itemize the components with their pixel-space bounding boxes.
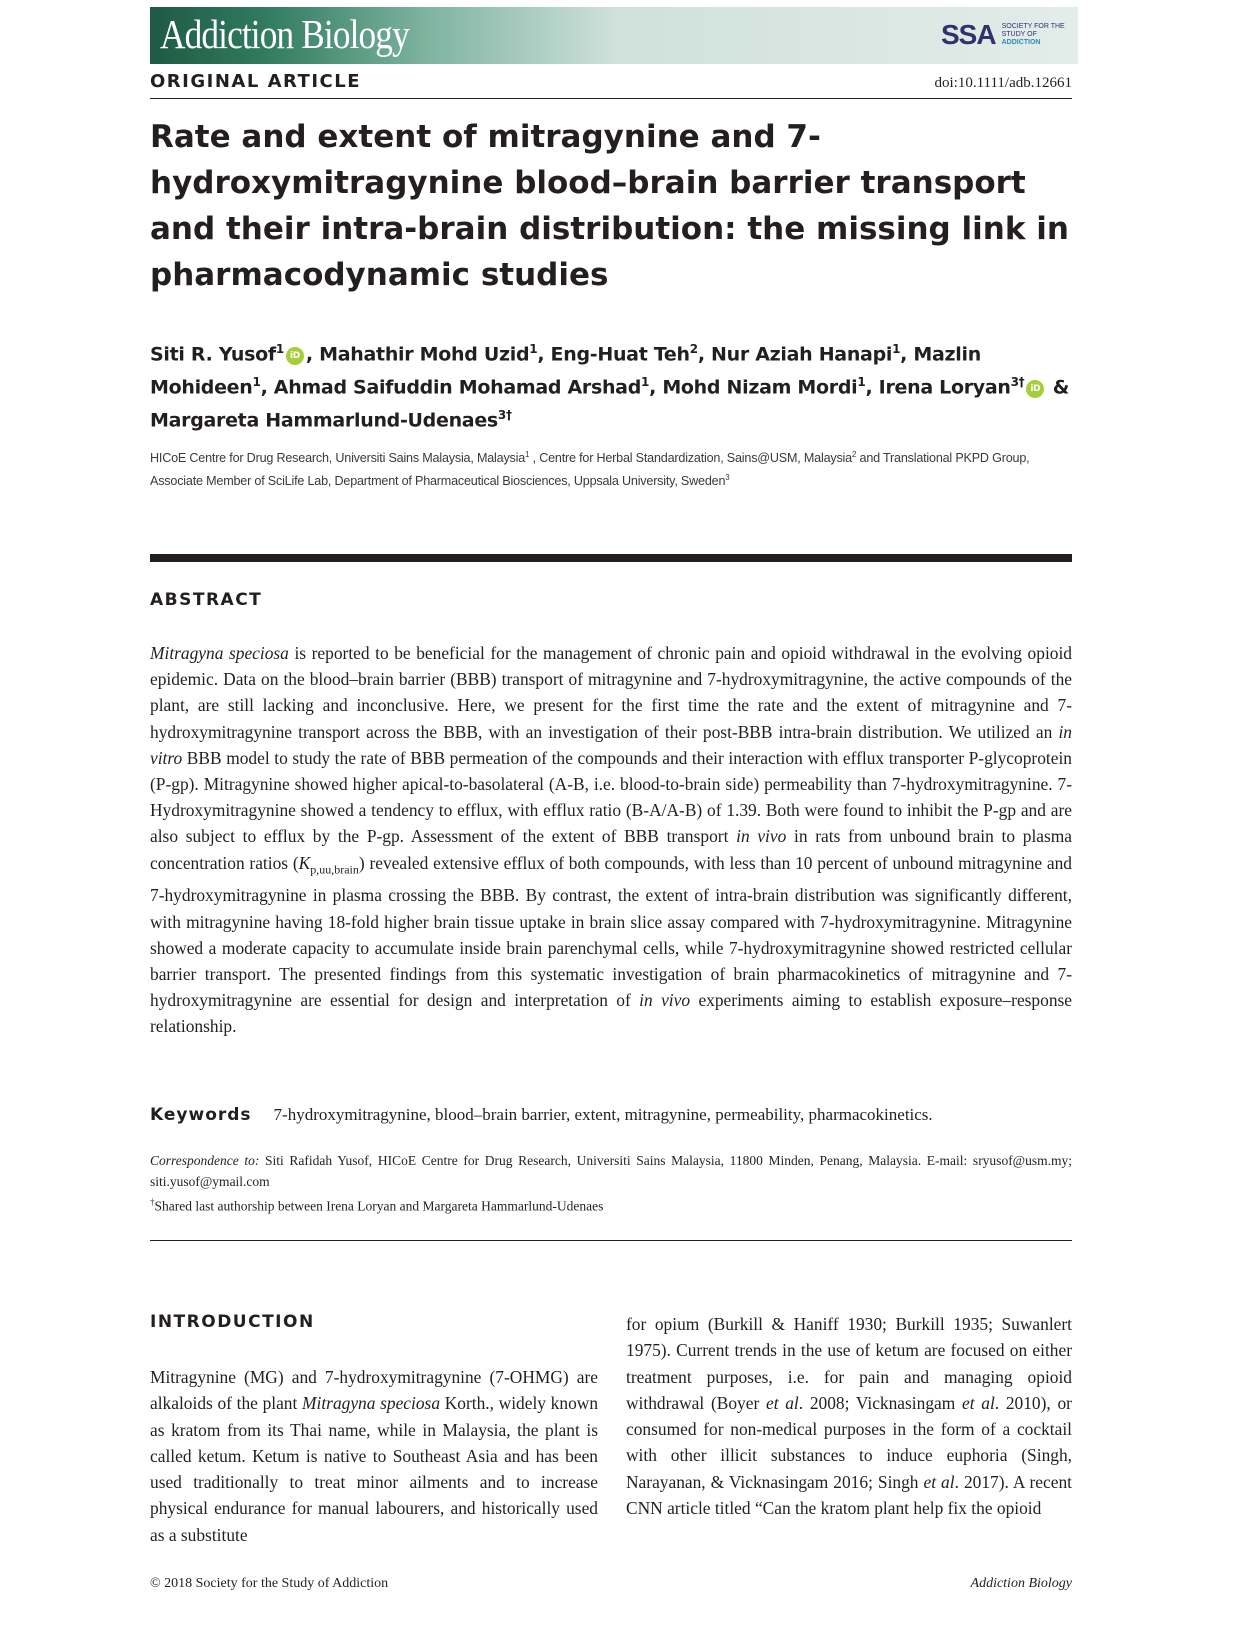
ssa-tag-line2: STUDY OF [1001,31,1037,38]
introduction-heading: INTRODUCTION [150,1312,315,1332]
author-separator: , [900,343,914,366]
abstract-italic-in-vitro: in vitro [150,721,1072,768]
affiliation-1-sup: 1 [525,450,530,459]
author-separator: & [1046,376,1069,399]
footer-journal-name: Addiction Biology [970,1576,1072,1591]
author-affiliation-sup: 2 [689,342,698,356]
journal-name: Addiction Biology [160,11,409,57]
author-separator: , [260,376,274,399]
intro-right-text-4: . 2017). A recent CNN article titled “Can the kratom plant help fix the opioid [626,1471,1072,1519]
author-affiliation-sup: 1 [529,342,538,356]
abstract-italic-in-vivo-1: in vivo [736,826,787,847]
affiliation-3: and Translational PKPD Group, Associate Member of SciLife Lab, Department of Pharmaceutical Biosciences, Uppsala University, Sweden [150,451,1030,489]
author-affiliation-sup: 1 [857,374,866,389]
species-name: Mitragyna speciosa [150,643,289,663]
intro-right-text-1: for opium (Burkill & Haniff 1930; Burkill 1935; Suwanlert 1975). Current trends in the use of ketum are focused on either treatment purposes, i.e. for pain and managing opioid withdrawal (Boyer [626,1314,1072,1413]
intro-right-text-3: . 2010), or consumed for non-medical purposes in the form of a cocktail with other illicit substances to induce euphoria (Singh, Narayanan, & Vicknasingam 2016; Singh [626,1392,1072,1492]
author-name[interactable]: Eng-Huat Teh [550,343,690,366]
et-al-2: et al [961,1392,995,1413]
ssa-logo [941,20,1072,50]
intro-left-text-1: Mitragynine (MG) and 7-hydroxymitragynine (7-OHMG) are alkaloids of the plant [150,1367,598,1414]
ssa-logo-tagline [1002,23,1072,47]
author-name[interactable]: Mohd Nizam Mordi [662,376,858,399]
kp-symbol: K [298,852,311,873]
author-separator: , [649,376,663,399]
front-matter-divider [150,1240,1072,1241]
author-separator: , [865,376,879,399]
author-name[interactable]: Nur Aziah Hanapi [711,343,893,366]
intro-column-right [626,1311,1072,1521]
author-list [150,336,1080,434]
doi[interactable]: doi:10.1111/adb.12661 [934,75,1072,91]
header-divider [150,98,1072,99]
copyright: © 2018 Society for the Study of Addiction [150,1576,389,1591]
keywords-text: 7-hydroxymitragynine, blood–brain barrier, extent, mitragynine, permeability, pharmacokinetics. [273,1105,933,1124]
correspondence [150,1150,1072,1217]
author-separator: , [305,343,320,366]
author-affiliation-sup: 3† [497,407,512,422]
author-name[interactable]: Ahmad Saifuddin Mohamad Arshad [273,376,642,399]
kp-subscript: p,uu,brain [310,862,359,877]
abstract-italic-in-vivo-2: in vivo [639,990,691,1011]
abstract-text-1: is reported to be beneficial for the management of chronic pain and opioid withdrawal in the evolving opioid epidemic. Data on the blood–brain barrier (BBB) transport of mitragynine and 7-hydroxymitragynine, the active compounds of the plant, are still lacking and inconclusive. Here, we present for the first time the rate and the extent of mitragynine and 7-hydroxymitragynine transport across the BBB, with an investigation of their post-BBB intra-brain distribution. We utilized an [150,643,1072,742]
affiliation-2: , Centre for Herbal Standardization, Sains@USM, Malaysia [529,451,852,466]
author-name[interactable]: Margareta Hammarlund-Udenaes [150,408,498,431]
author-affiliation-sup: 1 [252,374,261,389]
abstract-heading: ABSTRACT [150,590,263,610]
author-name[interactable]: Mahathir Mohd Uzid [319,343,530,366]
keywords [150,1105,1072,1125]
intro-species-name: Mitragyna speciosa [302,1393,441,1414]
intro-left-text-2: Korth., widely known as kratom from its Thai name, while in Malaysia, the plant is called ketum. Ketum is native to Southeast Asia and has been used traditionally to treat minor ailments and to increase physical endurance for manual labourers, and historically used as a substitute [150,1393,599,1545]
abstract-body [150,640,1072,1040]
keywords-label: Keywords [150,1105,252,1125]
footnote-text: Shared last authorship between Irena Loryan and Margareta Hammarlund-Udenaes [154,1198,604,1214]
abstract-text-4: ) revealed extensive efflux of both compounds, with less than 10 percent of unbound mitragynine and 7-hydroxymitragynine in plasma crossing the BBB. By contrast, the extent of intra-brain distribution was significantly different, with mitragynine having 18-fold higher brain tissue uptake in brain slice assay compared with 7-hydroxymitragynine. Mitragynine showed a moderate capacity to accumulate inside brain parenchymal cells, while 7-hydroxymitragynine showed restricted cellular barrier transport. The presented findings from this systematic investigation of brain pharmacokinetics of mitragynine and 7-hydroxymitragynine are essential for design and interpretation of [150,852,1073,1011]
orcid-icon[interactable]: iD [1026,380,1044,398]
ssa-tag-line1: SOCIETY FOR THE [1001,23,1065,30]
abstract-text-2: BBB model to study the rate of BBB permeation of the compounds and their interaction with efflux transporter P-glycoprotein (P-gp). Mitragynine showed higher apical-to-basolateral (A-B, i.e. blood-to-brain side) permeability than 7-hydroxymitragynine. 7-Hydroxymitragynine showed a tendency to efflux, with efflux ratio (B-A/A-B) of 1.39. Both were found to inhibit the P-gp and are also subject to efflux by the P-gp. Assessment of the extent of BBB transport [150,747,1072,847]
author-affiliation-sup: 1 [641,374,650,389]
ssa-logo-letters [941,19,996,51]
author-affiliation-sup: 1 [892,342,901,356]
affiliation-2-sup: 2 [851,450,857,459]
article-title: Rate and extent of mitragynine and 7-hydroxymitragynine blood–brain barrier transport and their intra-brain distribution: the missing link in pharmacodynamic studies [150,119,1069,293]
article-type: ORIGINAL ARTICLE [150,71,361,92]
abstract-text-3: in rats from unbound brain to plasma concentration ratios ( [150,826,1073,873]
author-name[interactable]: Siti R. Yusof [150,343,276,366]
et-al-1: et al [765,1392,799,1413]
ssa-tag-line3: ADDICTION [1001,39,1041,46]
correspondence-label: Correspondence to: [150,1153,260,1168]
intro-column-left [150,1364,598,1548]
footnote-mark: † [150,1197,155,1207]
author-affiliation-sup: 3† [1010,374,1025,389]
orcid-icon[interactable]: iD [286,347,304,365]
affiliations [150,445,1075,491]
affiliation-3-sup: 3 [725,473,730,483]
intro-right-text-2: . 2008; Vicknasingam [798,1392,962,1413]
author-separator: , [537,343,551,366]
author-name[interactable]: Mazlin Mohideen [150,343,981,399]
affiliation-1: HICoE Centre for Drug Research, Universiti Sains Malaysia, Malaysia [150,451,526,466]
et-al-3: et al [923,1471,955,1492]
abstract-divider [150,554,1072,562]
ssa-logo-letters-text: SSA [941,19,996,50]
author-separator: , [697,343,712,366]
author-affiliation-sup: 1 [275,342,284,356]
author-name[interactable]: Irena Loryan [878,376,1011,399]
correspondence-text[interactable]: Siti Rafidah Yusof, HICoE Centre for Drug Research, Universiti Sains Malaysia, 11800 Minden, Penang, Malaysia. E-mail: sryusof@usm.my; siti.yusof@ymail.com [150,1153,1072,1189]
abstract-text-5: experiments aiming to establish exposure–response relationship. [150,990,1072,1037]
